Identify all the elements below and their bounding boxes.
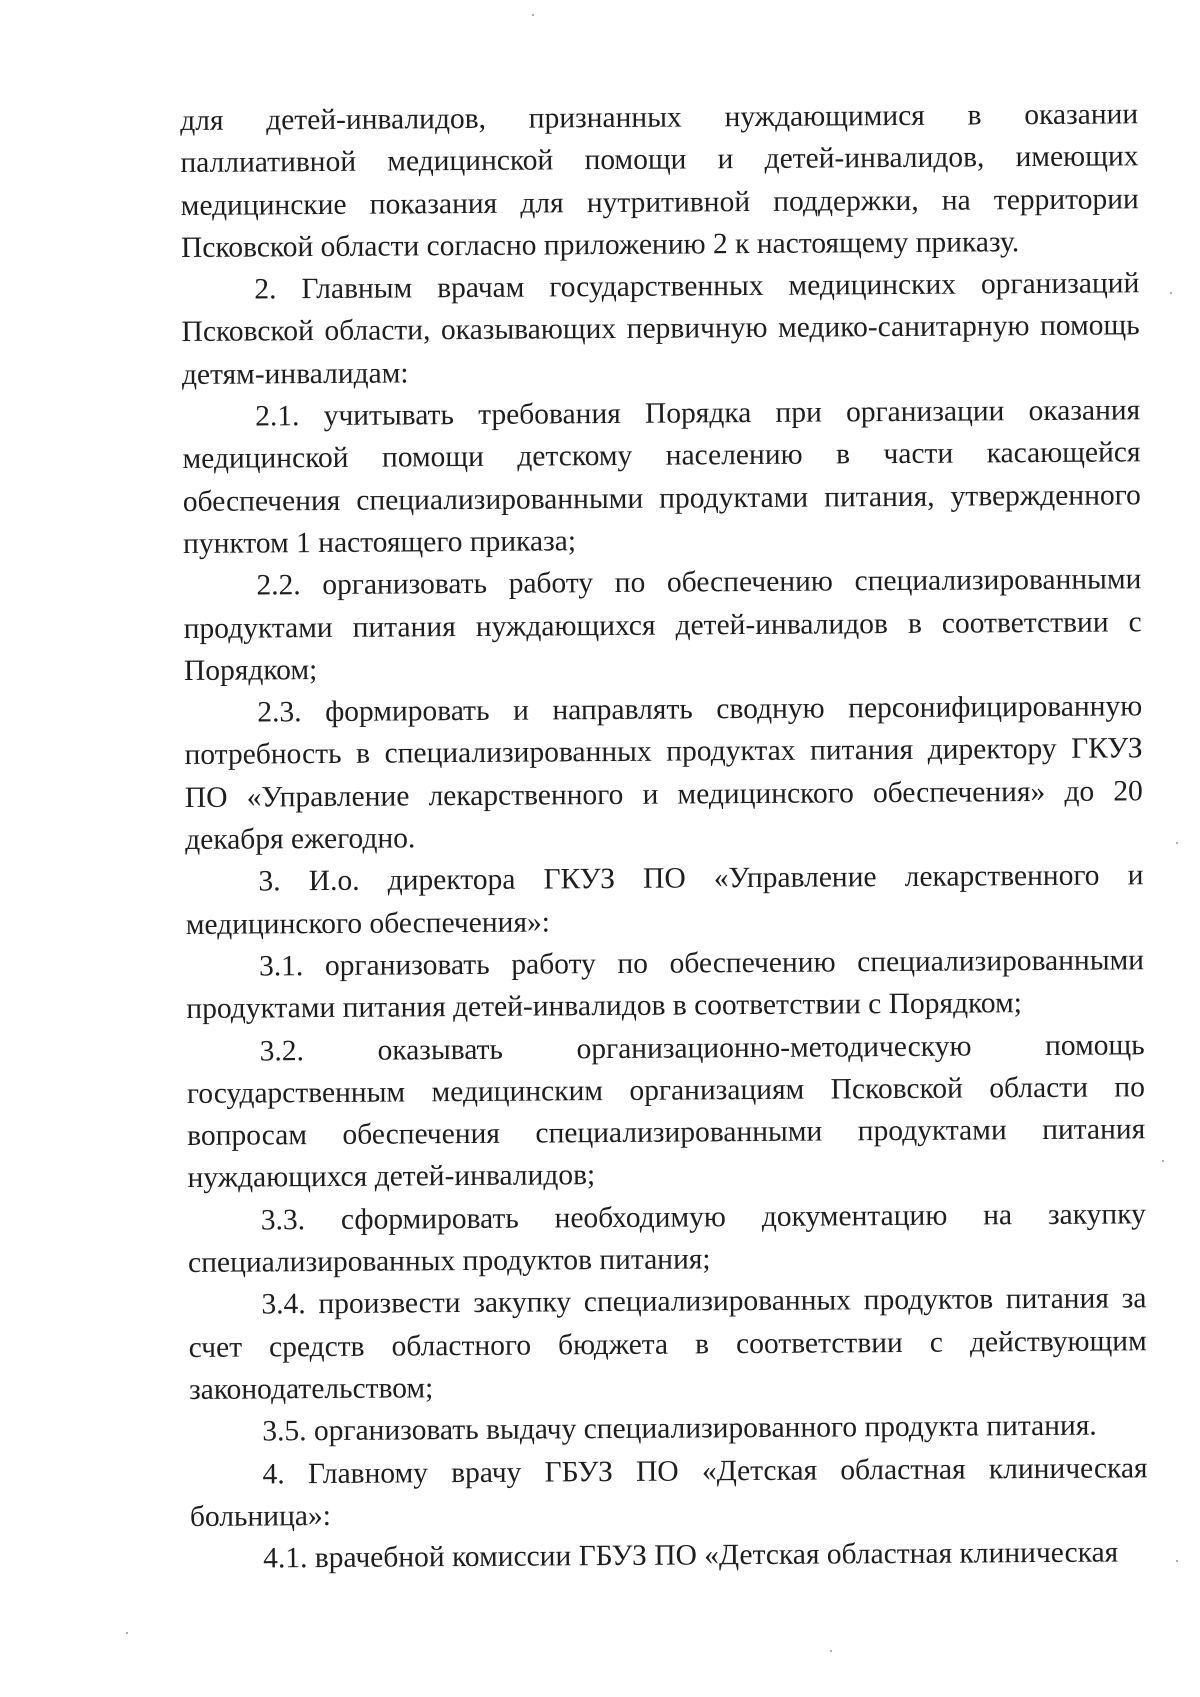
paragraph-item-3-3: 3.3. сформировать необходимую документацию на закупку специализированных продуктов питания; [188, 1198, 1146, 1279]
paragraph-item-3-1: 3.1. организовать работу по обеспечению специализированными продуктами питания детей-инвалидов в соответствии с Порядком; [186, 944, 1145, 1026]
scan-speck [1176, 1560, 1178, 1562]
paragraph-item-2-1: 2.1. учитывать требования Порядка при организации оказания медицинской помощи детскому населению в части касающейся обеспечения специализированными продуктами питания, утвержденного пунктом 1 настоящего приказа; [182, 394, 1141, 560]
paragraph-item-2-3: 2.3. формировать и направлять сводную персонифицированную потребность в специализированных продуктах питания директору ГКУЗ ПО «Управление лекарственного и медицинского обеспечения» до 20 декабря ежегодно. [184, 690, 1143, 857]
scan-speck [1162, 1160, 1164, 1162]
paragraph-item-4-1: 4.1. врачебной комиссии ГБУЗ ПО «Детская областная клиническая [263, 1536, 1119, 1575]
scan-speck [1170, 292, 1172, 294]
scan-speck [1176, 842, 1178, 844]
paragraph-item-2-2: 2.2. организовать работу по обеспечению специализированными продуктами питания нуждающихся детей-инвалидов в соответствии с Порядком; [183, 563, 1142, 687]
paragraph-item-3-4: 3.4. произвести закупку специализированных продуктов питания за счет средств областного бюджета в соответствии с действующим законодательством; [188, 1282, 1147, 1406]
scan-speck [830, 1650, 832, 1652]
scan-speck [532, 14, 534, 16]
paragraph-item-2: 2. Главным врачам государственных медицинских организаций Псковской области, оказывающих первичную медико-санитарную помощь детям-инвалидам: [181, 267, 1140, 391]
scan-speck [126, 1632, 128, 1634]
paragraph-item-3-2: 3.2. оказывать организационно-методическую помощь государственным медицинским организациям Псковской области по вопросам обеспечения специализированными продуктами питания нуждающихся детей-инвалидов; [186, 1028, 1146, 1195]
paragraph-continuation: для детей-инвалидов, признанных нуждающимися в оказании паллиативной медицинской помощи и детей-инвалидов, имеющих медицинские показания для нутритивной поддержки, на территории Псковской области согласно приложению 2 к настоящему приказу. [180, 98, 1139, 264]
paragraph-item-3: 3. И.о. директора ГКУЗ ПО «Управление лекарственного и медицинского обеспечения»: [185, 859, 1144, 941]
paragraph-item-4: 4. Главному врачу ГБУЗ ПО «Детская областная клиническая больница»: [189, 1451, 1148, 1533]
document-body [180, 93, 1148, 1580]
paragraph-item-3-5: 3.5. организовать выдачу специализированного продукта питания. [262, 1409, 1097, 1448]
